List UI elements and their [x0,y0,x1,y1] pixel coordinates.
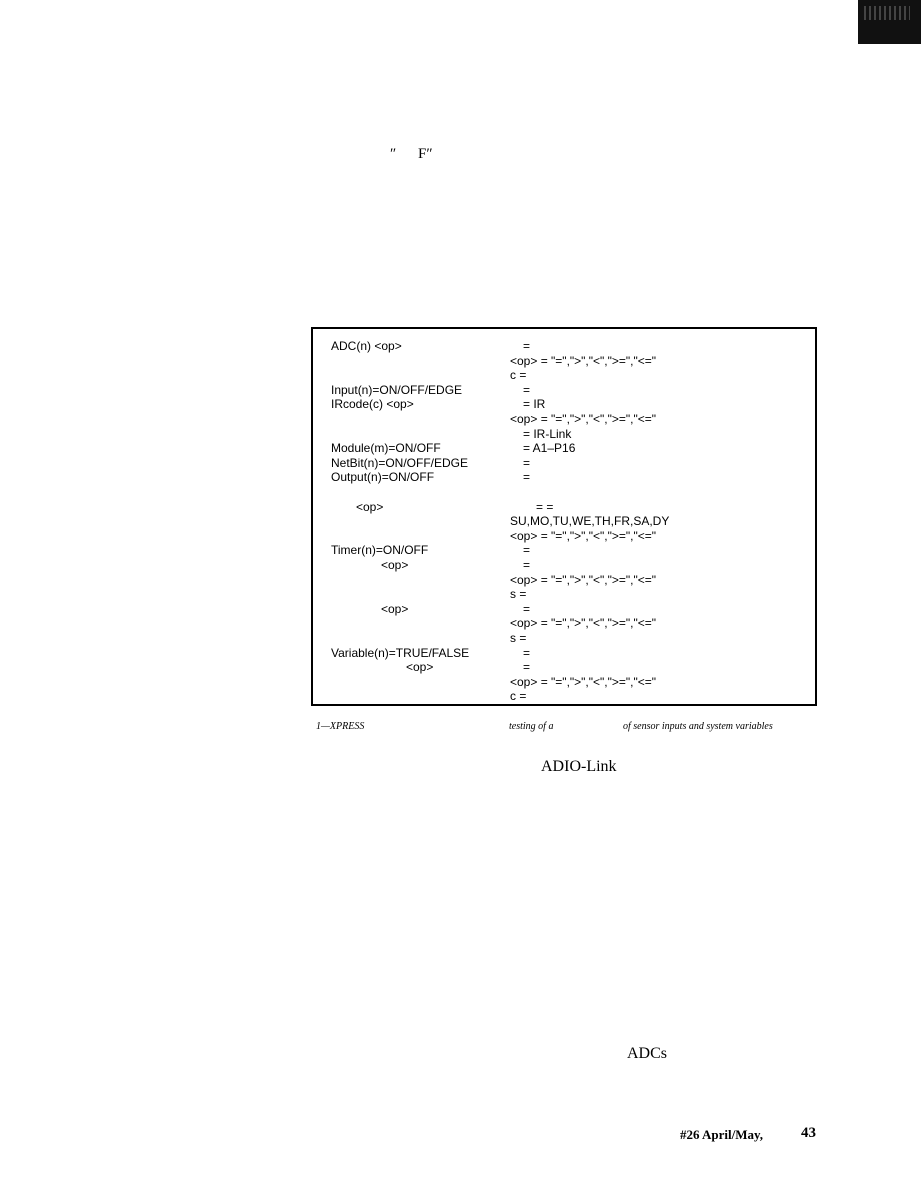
caption-figure-label: 1—XPRESS [316,721,365,732]
listing-right-line: SU,MO,TU,WE,TH,FR,SA,DY [510,514,670,529]
listing-right-line: = = [536,499,554,514]
listing-left-line: <op> [406,660,434,675]
body-fragment-adcs: ADCs [627,1045,668,1062]
listing-left-line: Variable(n)=TRUE/FALSE [331,645,470,660]
listing-right-line: = [523,645,531,660]
footer-issue: #26 April/May, [680,1127,764,1142]
listing-right-line: c = [510,368,527,383]
listing-right-line: <op> = "=",">","<",">=","<=" [510,616,657,631]
listing-right-line: <op> = "=",">","<",">=","<=" [510,572,657,587]
listing-right-line: s = [510,587,527,602]
listing-right-line: = [523,543,531,558]
listing-right-line: <op> = "=",">","<",">=","<=" [510,528,657,543]
listing-left-line: <op> [356,499,384,514]
page-number: 43 [801,1125,816,1141]
listing-left-line: Output(n)=ON/OFF [331,470,435,485]
listing-right-line: s = [510,631,527,645]
listing-right-line: = [523,455,531,470]
listing-left-line: ADC(n) <op> [331,339,402,353]
listing-right-line: = [523,382,531,397]
listing-left-line: Timer(n)=ON/OFF [331,543,429,558]
listing-right-line: = [523,660,531,675]
caption-middle-text: testing of a [509,721,554,732]
listing-left-line: <op> [381,558,409,572]
listing-right-line: c = [510,689,527,704]
listing-right-line: = IR-Link [523,426,572,441]
listing-right-line: <op> = "=",">","<",">=","<=" [510,412,657,426]
listing-right-line: <op> = "=",">","<",">=","<=" [510,353,657,368]
listing-left-line: <op> [381,601,409,616]
body-fragment-adio: ADIO-Link [541,758,617,775]
top-fragment-text: F″ [418,146,433,162]
corner-tab [858,0,921,44]
listing-right-line: = IR [523,397,546,412]
listing-right-line: = [523,558,531,572]
top-quote-mark: ″ [390,146,397,162]
listing-right-line: = A1–P16 [523,441,576,456]
listing-right-line: = [523,339,531,353]
listing-left-line: NetBit(n)=ON/OFF/EDGE [331,455,469,470]
listing-right-line: = [523,470,531,485]
listing-left-line: Module(m)=ON/OFF [331,441,441,456]
listing-left-line: Input(n)=ON/OFF/EDGE [331,382,463,397]
listing-right-line: = [523,601,531,616]
listing-right-line: <op> = "=",">","<",">=","<=" [510,674,657,689]
caption-end-text: of sensor inputs and system variables [623,721,773,732]
listing-left-line: IRcode(c) <op> [331,397,414,412]
code-listing-box [311,327,817,706]
